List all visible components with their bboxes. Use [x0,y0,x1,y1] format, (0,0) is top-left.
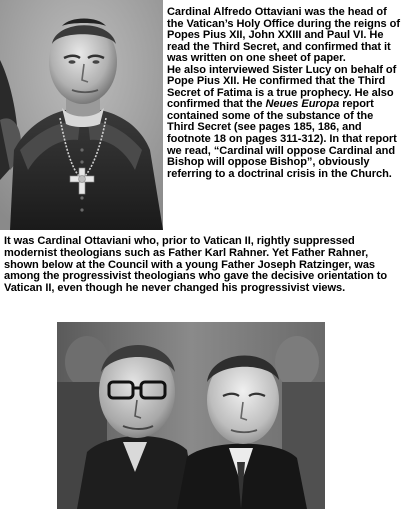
ottaviani-portrait-photo [0,0,163,230]
caption-part2-start: He also interviewed Sister Lucy on behalf of Pope Pius XII. He confirmed that the Third Secret of Fatima is a true prophecy. He also confirmed that the [167,63,397,111]
rahner-ratzinger-photo [57,322,325,509]
neues-europa-italic: Neues Europa [265,98,340,111]
caption-part2-end: report contained some of the substance of the Third Secret (see pages 185, 186, and footnote 18 on pages 311-312). In that report we read, “Cardinal will oppose Cardinal and Bishop will oppose Bishop”, obviously referring to a doctrinal crisis in the Church. [167,98,397,180]
ottaviani-caption-part2 [167,65,403,180]
ottaviani-caption [167,7,403,180]
rahner-caption [4,236,402,295]
rahner-caption-text: It was Cardinal Ottaviani who, prior to Vatican II, rightly suppressed modernist theologians such as Father Karl Rahner. Yet Father Rahner, shown below at the Council with a young Father Joseph Ratzinger, was among the progressivist theologians who gave the decisive orientation to Vatican II, even though he never changed his progressivist views. [4,235,388,295]
ottaviani-caption-part1: Cardinal Alfredo Ottaviani was the head of the Vatican’s Holy Office during the reigns of Popes Pius XII, John XXIII and Paul VI. He read the Third Secret, and confirmed that it was written on one sheet of paper. [167,6,400,65]
